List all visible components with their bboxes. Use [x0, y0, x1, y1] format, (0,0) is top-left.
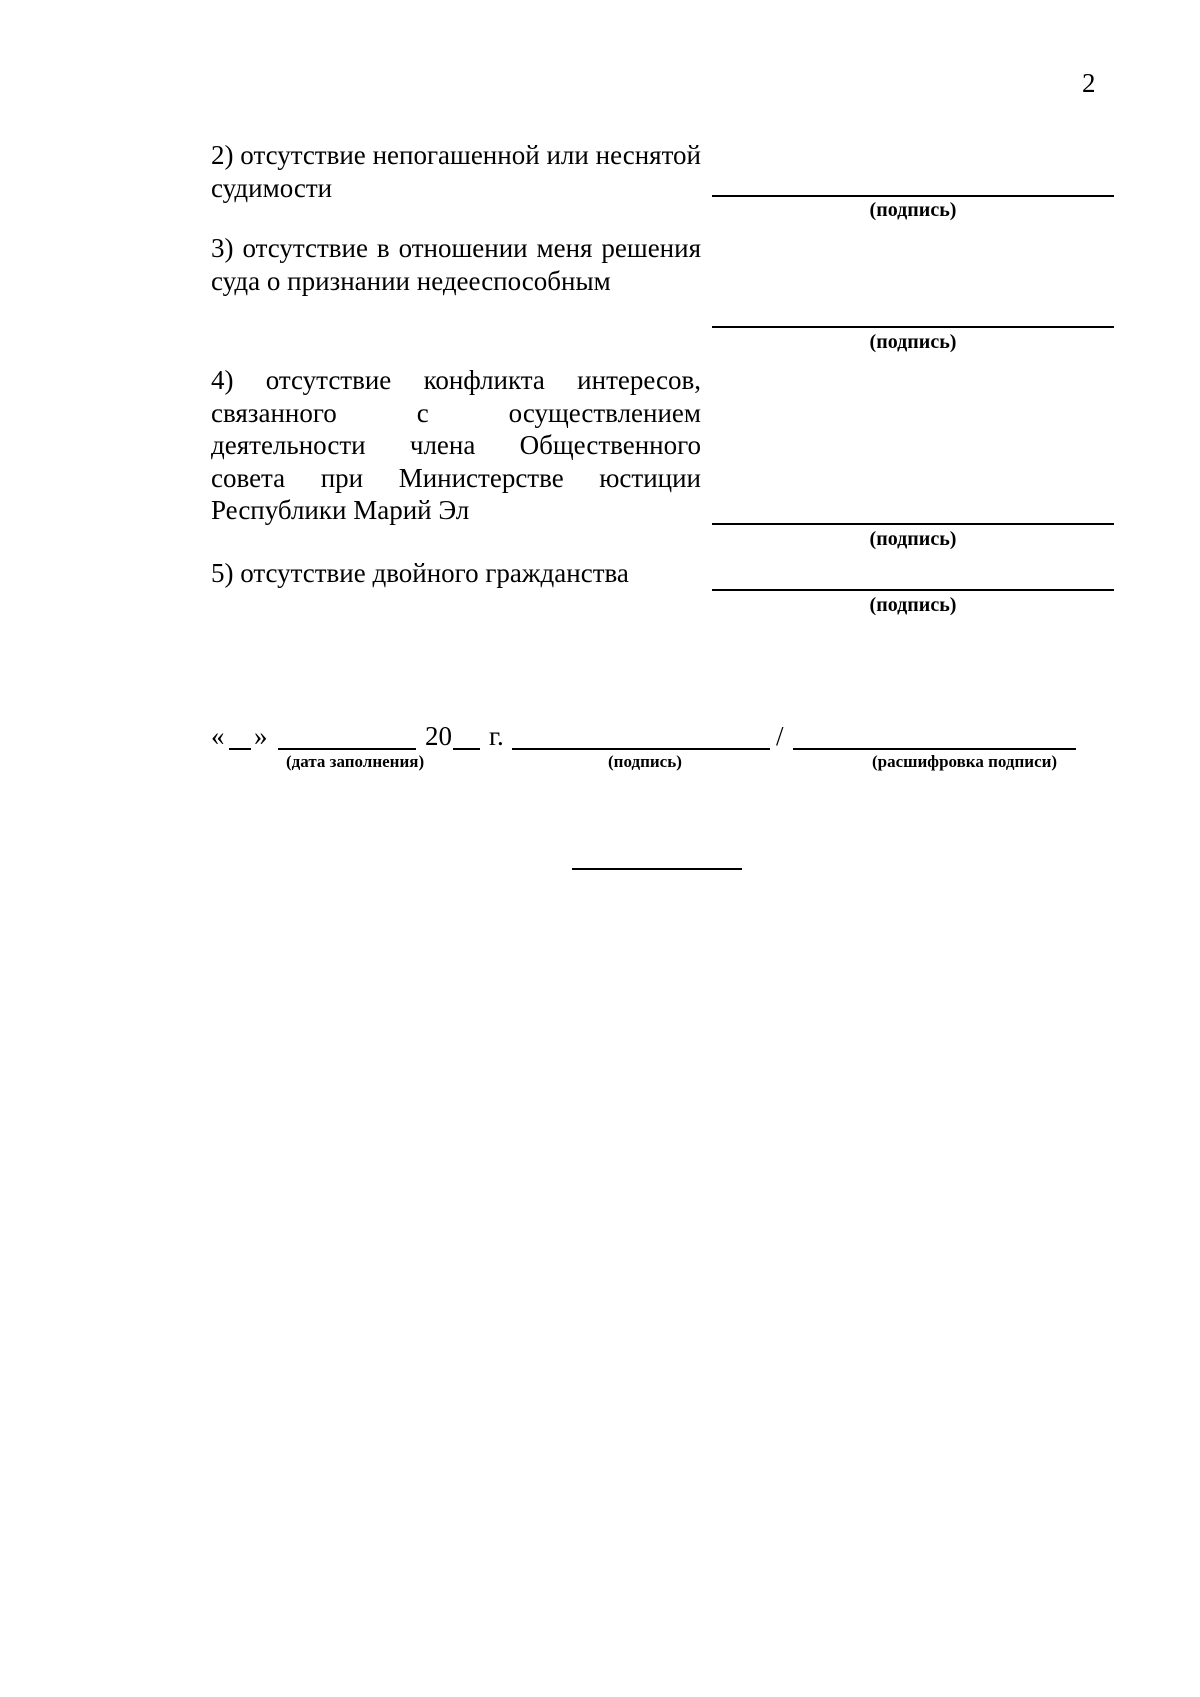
year-suffix: г. [489, 721, 504, 751]
signature-caption-item-3: (подпись) [869, 331, 957, 353]
month-blank[interactable] [278, 748, 416, 750]
declaration-item-2-text: 2) отсутствие непогашенной или неснятой судимости [211, 140, 701, 203]
signature-line-item-4[interactable] [712, 523, 1114, 525]
date-close-quote: » [254, 721, 268, 751]
declaration-item-4-text: 4) отсутствие конфликта интересов, связанного с осуществлением деятельности члена Общественного совета при Министерстве юстиции Республики Марий Эл [211, 365, 701, 525]
signature-line-item-2[interactable] [712, 195, 1114, 197]
declaration-item-3-text: 3) отсутствие в отношении меня решения суда о признании недееспособным [211, 233, 701, 296]
year-blank[interactable] [453, 748, 480, 750]
signature-line-item-5[interactable] [712, 589, 1114, 591]
signature-caption-bottom: (подпись) [608, 752, 682, 771]
date-caption: (дата заполнения) [286, 752, 425, 771]
signature-caption-item-2: (подпись) [869, 199, 957, 221]
signature-decoding-caption: (расшифровка подписи) [872, 752, 1058, 771]
declaration-item-5-text: 5) отсутствие двойного гражданства [211, 558, 629, 588]
date-open-quote: « [211, 721, 225, 751]
signature-caption-item-4: (подпись) [869, 528, 957, 550]
signature-line-item-3[interactable] [712, 326, 1114, 328]
signature-blank[interactable] [512, 748, 770, 750]
signature-decoding-blank[interactable] [793, 748, 1076, 750]
slash-separator: / [776, 721, 784, 751]
closing-rule [572, 868, 742, 870]
day-blank[interactable] [229, 748, 251, 750]
page-number: 2 [1082, 68, 1096, 98]
year-prefix: 20 [425, 721, 452, 751]
signature-caption-item-5: (подпись) [869, 594, 957, 616]
